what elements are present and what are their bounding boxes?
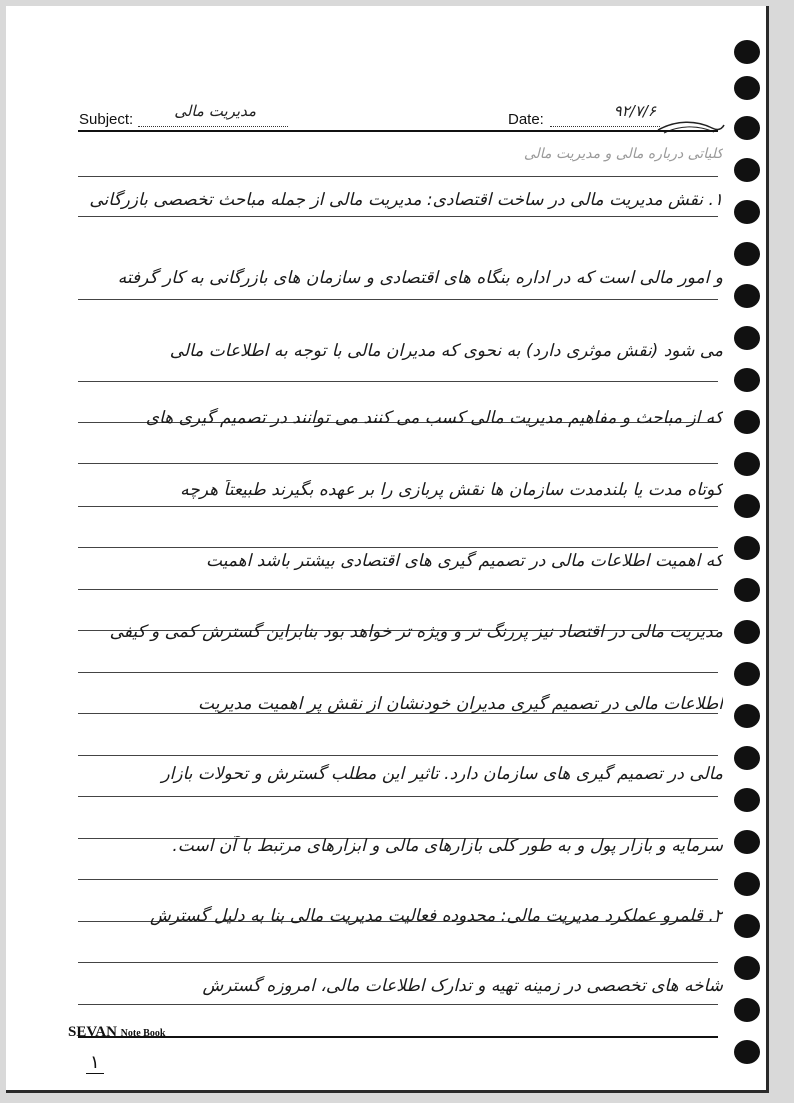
brand-subtitle: Note Book	[120, 1028, 166, 1039]
header-ornament	[656, 116, 726, 138]
header-rule	[78, 130, 718, 132]
binding-hole	[734, 452, 760, 476]
ruled-line	[78, 755, 718, 756]
binding-hole	[734, 40, 760, 64]
handwritten-line: که از مباحث و مفاهیم مدیریت مالی کسب می کنند می توانند در تصمیم گیری های	[145, 408, 723, 428]
binding-hole	[734, 326, 760, 350]
handwritten-line: و امور مالی است که در اداره بنگاه های اقتصادی و سازمان های بازرگانی به کار گرفته	[117, 268, 723, 288]
date-label: Date:	[508, 111, 544, 128]
binding-hole	[734, 704, 760, 728]
brand-name: SEVAN	[68, 1024, 117, 1040]
ruled-line	[78, 299, 718, 300]
ruled-line	[78, 879, 718, 880]
handwritten-line: اطلاعات مالی در تصمیم گیری مدیران خودنشان از نقش پر اهمیت مدیریت	[198, 694, 723, 714]
subject-value: مدیریت مالی	[174, 102, 256, 120]
handwritten-line: سرمایه و بازار پول و به طور کلی بازارهای مالی و ابزارهای مرتبط با آن است.	[172, 836, 723, 856]
notebook-brand	[68, 1024, 165, 1041]
binding-hole	[734, 662, 760, 686]
handwritten-line: کوتاه مدت یا بلندمدت سازمان ها نقش پربازی را بر عهده بگیرند طبیعتاً هرچه	[180, 480, 723, 500]
ruled-line	[78, 463, 718, 464]
binding-hole	[734, 368, 760, 392]
binding-hole	[734, 76, 760, 100]
date-dotted-line	[550, 126, 660, 127]
ruled-line	[78, 672, 718, 673]
binding-hole	[734, 284, 760, 308]
binding-hole	[734, 620, 760, 644]
page-number: ۱	[86, 1052, 104, 1074]
footer-rule	[78, 1036, 718, 1038]
binding-hole	[734, 536, 760, 560]
subject-label: Subject:	[79, 111, 134, 128]
binding-hole	[734, 578, 760, 602]
binding-hole	[734, 872, 760, 896]
handwritten-line: ۱. نقش مدیریت مالی در ساخت اقتصادی: مدیریت مالی از جمله مباحث تخصصی بازرگانی	[89, 190, 723, 210]
ruled-line	[78, 589, 718, 590]
notebook-page	[6, 6, 769, 1093]
binding-hole	[734, 494, 760, 518]
handwritten-line: که اهمیت اطلاعات مالی در تصمیم گیری های اقتصادی بیشتر باشد اهمیت	[206, 551, 723, 571]
ruled-line	[78, 1004, 718, 1005]
subject-dotted-line	[138, 126, 288, 127]
ruled-line	[78, 216, 718, 217]
ruled-line	[78, 506, 718, 507]
binding-hole	[734, 746, 760, 770]
handwritten-line: مدیریت مالی در اقتصاد نیز پررنگ تر و ویژه تر خواهد بود بنابراین گسترش کمی و کیفی	[109, 622, 723, 642]
binding-hole	[734, 1040, 760, 1064]
binding-hole	[734, 242, 760, 266]
ruled-line	[78, 547, 718, 548]
handwritten-line: می شود (نقش موثری دارد) به نحوی که مدیران مالی با توجه به اطلاعات مالی	[169, 341, 723, 361]
binding-hole	[734, 158, 760, 182]
binding-hole	[734, 788, 760, 812]
handwritten-line: ۲. قلمرو عملکرد مدیریت مالی: محدوده فعالیت مدیریت مالی بنا به دلیل گسترش	[150, 906, 723, 926]
ruled-line	[78, 381, 718, 382]
ruled-line	[78, 962, 718, 963]
binding-hole	[734, 914, 760, 938]
binding-hole	[734, 410, 760, 434]
binding-hole	[734, 200, 760, 224]
ruled-line	[78, 176, 718, 177]
section-heading: کلیاتی درباره مالی و مدیریت مالی	[523, 146, 723, 162]
ruled-line	[78, 796, 718, 797]
handwritten-line: مالی در تصمیم گیری های سازمان دارد. تاثیر این مطلب گسترش و تحولات بازار	[161, 764, 723, 784]
date-value: ۹۲/۷/۶	[613, 102, 656, 120]
handwritten-line: شاخه های تخصصی در زمینه تهیه و تدارک اطلاعات مالی، امروزه گسترش	[202, 976, 723, 996]
binding-hole	[734, 830, 760, 854]
binding-hole	[734, 116, 760, 140]
binding-hole	[734, 956, 760, 980]
binding-hole	[734, 998, 760, 1022]
